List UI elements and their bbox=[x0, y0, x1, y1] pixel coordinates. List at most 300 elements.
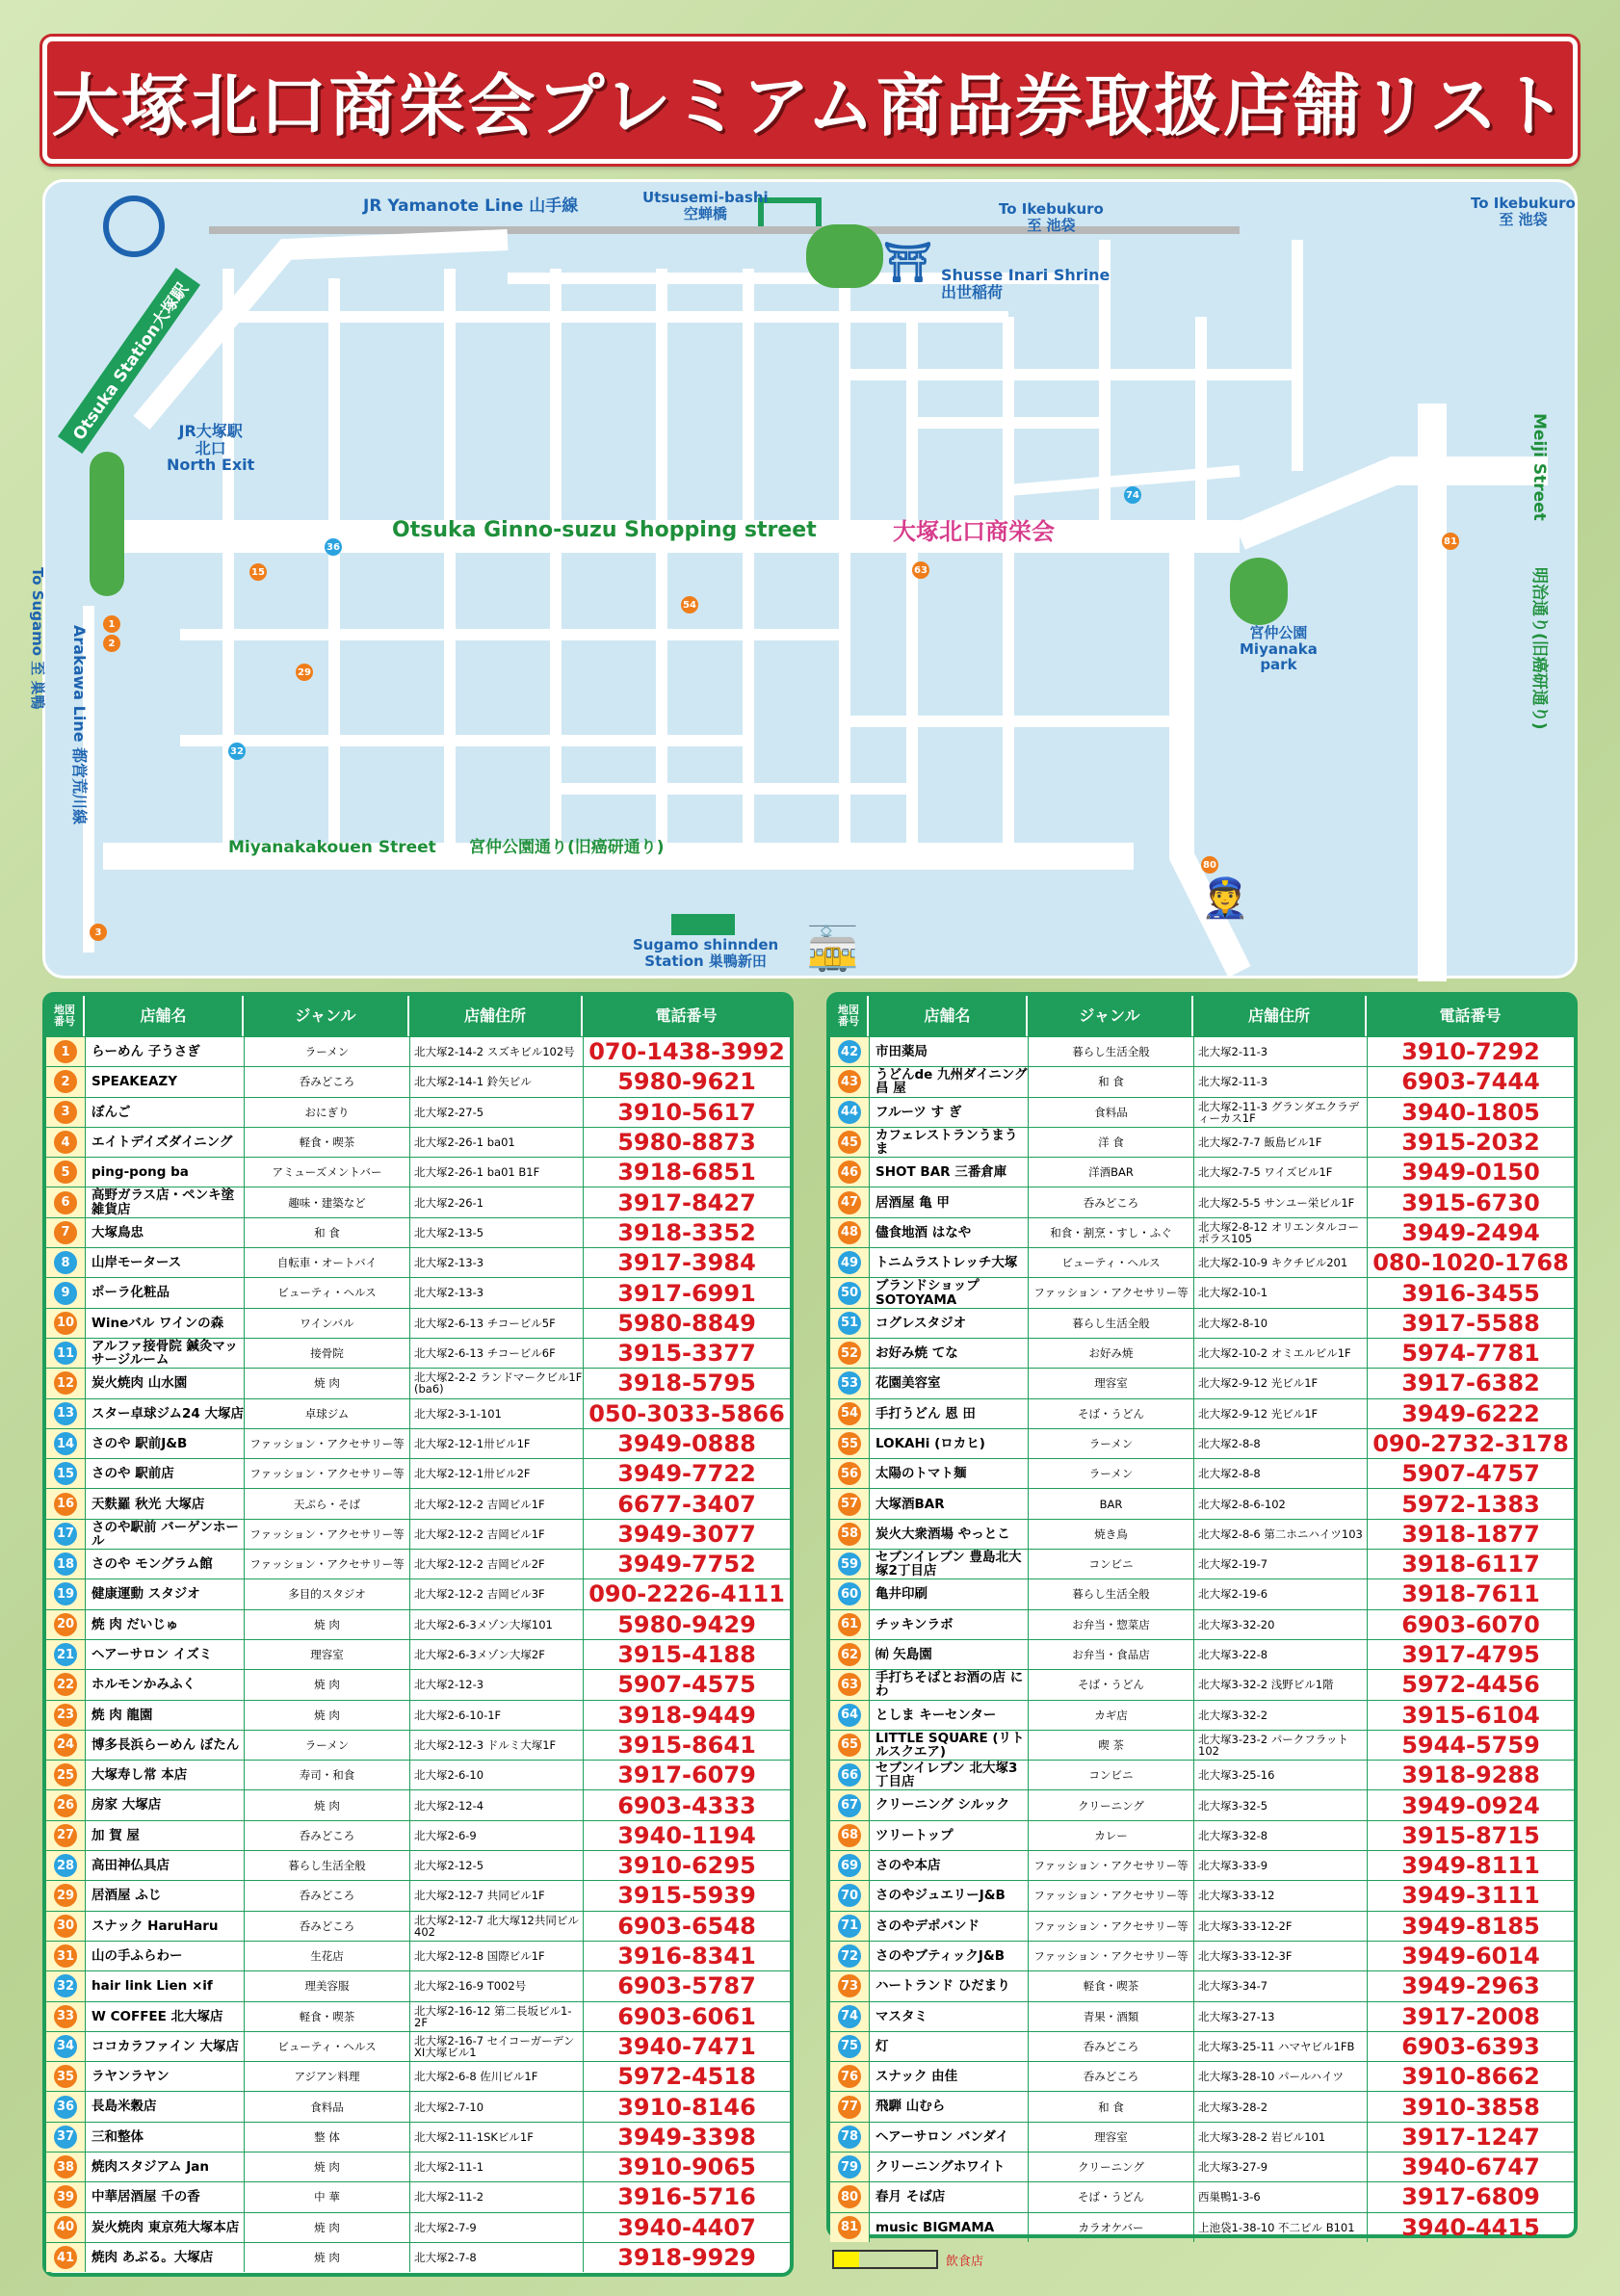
genre: 理容室 bbox=[1028, 1369, 1193, 1397]
genre: 焼 肉 bbox=[244, 1701, 409, 1730]
table-row bbox=[46, 1941, 790, 1970]
phone-number[interactable]: 5907-4757 bbox=[1367, 1459, 1574, 1488]
phone-number[interactable]: 6903-6061 bbox=[583, 2002, 790, 2031]
genre: カレー bbox=[1028, 1821, 1193, 1850]
kitaguchi-label: 大塚北口商栄会 bbox=[893, 518, 1055, 545]
no-cell bbox=[830, 1701, 869, 1730]
address: 北大塚2-12-2 吉岡ビル1F bbox=[409, 1489, 583, 1518]
map-number-badge: 39 bbox=[54, 2185, 77, 2208]
table-row bbox=[830, 1609, 1574, 1639]
address: 北大塚2-8-12 オリエンタルコーポラス105 bbox=[1193, 1218, 1367, 1247]
phone-number[interactable]: 5974-7781 bbox=[1367, 1339, 1574, 1368]
map-number-badge: 64 bbox=[838, 1704, 861, 1727]
genre: 生花店 bbox=[244, 1942, 409, 1970]
address: 北大塚2-26-1 bbox=[409, 1187, 583, 1216]
no-cell bbox=[830, 1912, 869, 1941]
map-marker[interactable]: 15 bbox=[249, 563, 267, 581]
table-row bbox=[830, 1127, 1574, 1157]
phone-number[interactable]: 3915-8641 bbox=[583, 1731, 790, 1760]
phone-number[interactable]: 5972-1383 bbox=[1367, 1489, 1574, 1518]
phone-number[interactable]: 3915-3377 bbox=[583, 1339, 790, 1368]
map-number-badge: 60 bbox=[838, 1582, 861, 1605]
phone-number[interactable]: 5980-9621 bbox=[583, 1067, 790, 1096]
genre: 暮らし生活全般 bbox=[244, 1851, 409, 1880]
no-cell bbox=[830, 1731, 869, 1760]
map-marker[interactable]: 3 bbox=[90, 924, 107, 941]
no-cell bbox=[830, 1790, 869, 1819]
table-row bbox=[46, 1609, 790, 1639]
map-number-badge: 12 bbox=[54, 1371, 77, 1395]
store-name: マスタミ bbox=[869, 2002, 1028, 2031]
table-row bbox=[46, 1970, 790, 2000]
genre: アジアン料理 bbox=[244, 2062, 409, 2091]
address: 北大塚2-10-9 キクチビル201 bbox=[1193, 1248, 1367, 1277]
phone-number[interactable]: 6903-6070 bbox=[1367, 1610, 1574, 1639]
genre: アミューズメントバー bbox=[244, 1158, 409, 1187]
phone-number[interactable]: 3918-6851 bbox=[583, 1158, 790, 1187]
map-number-badge: 7 bbox=[54, 1221, 77, 1244]
map-number-badge: 46 bbox=[838, 1161, 861, 1184]
no-cell bbox=[46, 1640, 85, 1669]
phone-number[interactable]: 3916-8341 bbox=[583, 1942, 790, 1970]
store-name: セブンイレブン 北大塚3丁目店 bbox=[869, 1761, 1028, 1789]
park-label: 宮仲公園 Miyanaka park bbox=[1240, 624, 1318, 673]
sugamo-shinden-label: Sugamo shinnden Station 巣鴨新田 bbox=[633, 936, 779, 970]
no-cell bbox=[46, 1429, 85, 1458]
store-name: カフェレストランうまうま bbox=[869, 1128, 1028, 1157]
phone-number[interactable]: 3918-5795 bbox=[583, 1369, 790, 1397]
phone-number[interactable]: 3949-3111 bbox=[1367, 1881, 1574, 1910]
phone-number[interactable]: 5980-8849 bbox=[583, 1309, 790, 1338]
genre: 軽食・喫茶 bbox=[244, 1128, 409, 1157]
genre: 食料品 bbox=[1028, 1098, 1193, 1127]
genre: 和 食 bbox=[1028, 1067, 1193, 1096]
phone-number[interactable]: 090-2226-4111 bbox=[583, 1579, 790, 1608]
phone-number[interactable]: 3917-6991 bbox=[583, 1278, 790, 1307]
store-name: ポーラ化粧品 bbox=[85, 1278, 244, 1307]
map-number-badge: 28 bbox=[54, 1854, 77, 1877]
genre: ファッション・アクセサリー等 bbox=[244, 1429, 409, 1458]
phone-number[interactable]: 5980-8873 bbox=[583, 1128, 790, 1157]
genre: BAR bbox=[1028, 1489, 1193, 1518]
no-cell bbox=[830, 1067, 869, 1096]
table-row bbox=[46, 1398, 790, 1428]
map-marker[interactable]: 74 bbox=[1124, 486, 1141, 504]
store-name: 房家 大塚店 bbox=[85, 1790, 244, 1819]
map-marker[interactable]: 32 bbox=[228, 743, 246, 760]
phone-number[interactable]: 3949-0150 bbox=[1367, 1158, 1574, 1187]
store-name: さのや モングラム館 bbox=[85, 1550, 244, 1578]
phone-number[interactable]: 3918-9449 bbox=[583, 1701, 790, 1730]
phone-number[interactable]: 3949-6014 bbox=[1367, 1942, 1574, 1970]
genre: 呑みどころ bbox=[244, 1067, 409, 1096]
phone-number[interactable]: 3910-6295 bbox=[583, 1851, 790, 1880]
table-row bbox=[830, 1066, 1574, 1096]
phone-number[interactable]: 3910-8146 bbox=[583, 2092, 790, 2121]
address: 北大塚2-11-3 bbox=[1193, 1037, 1367, 1066]
phone-number[interactable]: 3917-6382 bbox=[1367, 1369, 1574, 1397]
table-row bbox=[830, 1911, 1574, 1941]
map-number-badge: 75 bbox=[838, 2035, 861, 2058]
phone-number[interactable]: 3917-5588 bbox=[1367, 1309, 1574, 1338]
phone-number[interactable]: 3917-2008 bbox=[1367, 2002, 1574, 2031]
map-number-badge: 59 bbox=[838, 1552, 861, 1576]
map-number-badge: 22 bbox=[54, 1673, 77, 1696]
map-marker[interactable]: 36 bbox=[325, 538, 342, 556]
address: 北大塚2-16-9 T002号 bbox=[409, 1971, 583, 2000]
map-number-badge: 10 bbox=[54, 1312, 77, 1335]
header-phone: 電話番号 bbox=[655, 1005, 718, 1025]
genre: コンビニ bbox=[1028, 1761, 1193, 1789]
legend bbox=[832, 2250, 983, 2269]
store-name: 焼肉 あぶる。大塚店 bbox=[85, 2243, 244, 2272]
no-cell bbox=[46, 1248, 85, 1277]
address: 北大塚2-12-7 共同ビル1F bbox=[409, 1881, 583, 1910]
phone-number[interactable]: 3918-9288 bbox=[1367, 1761, 1574, 1789]
phone-number[interactable]: 3910-7292 bbox=[1367, 1037, 1574, 1066]
miyanakakouen-label: Miyanakakouen Street bbox=[228, 838, 436, 857]
store-name: スナック 由佳 bbox=[869, 2062, 1028, 2091]
genre: 自転車・オートバイ bbox=[244, 1248, 409, 1277]
no-cell bbox=[46, 2092, 85, 2121]
store-name: ブランドショップ SOTOYAMA bbox=[869, 1278, 1028, 1307]
genre: 軽食・喫茶 bbox=[1028, 1971, 1193, 2000]
map-number-badge: 49 bbox=[838, 1251, 861, 1274]
genre: 中 華 bbox=[244, 2182, 409, 2211]
table-row bbox=[830, 1730, 1574, 1760]
table-row bbox=[830, 2152, 1574, 2181]
map-marker[interactable]: 29 bbox=[296, 664, 313, 681]
address: 北大塚2-8-8 bbox=[1193, 1429, 1367, 1458]
sugamo-label: To Sugamo 至 巣鴨 bbox=[29, 567, 46, 710]
table-row bbox=[46, 2152, 790, 2181]
no-cell bbox=[46, 1309, 85, 1338]
phone-number[interactable]: 3940-7471 bbox=[583, 2032, 790, 2061]
map-roads bbox=[45, 182, 1581, 981]
store-name: ㈲ 矢島園 bbox=[869, 1640, 1028, 1669]
address: 北大塚2-7-7 飯島ビル1F bbox=[1193, 1128, 1367, 1157]
table-row bbox=[46, 1097, 790, 1127]
map-number-badge: 36 bbox=[54, 2096, 77, 2119]
genre: ラーメン bbox=[1028, 1459, 1193, 1488]
store-name: 健康運動 スタジオ bbox=[85, 1579, 244, 1608]
genre: 暮らし生活全般 bbox=[1028, 1037, 1193, 1066]
no-cell bbox=[830, 2182, 869, 2211]
phone-number[interactable]: 5944-5759 bbox=[1367, 1731, 1574, 1760]
meiji-street-connector bbox=[1240, 471, 1548, 536]
store-name: 中華居酒屋 千の香 bbox=[85, 2182, 244, 2211]
store-name: チッキンラボ bbox=[869, 1610, 1028, 1639]
genre: 和 食 bbox=[1028, 2092, 1193, 2121]
address: 北大塚3-34-7 bbox=[1193, 1971, 1367, 2000]
map-number-badge: 2 bbox=[54, 1070, 77, 1093]
phone-number[interactable]: 3949-7722 bbox=[583, 1459, 790, 1488]
map-number-badge: 21 bbox=[54, 1643, 77, 1666]
map-number-badge: 74 bbox=[838, 2005, 861, 2028]
store-name: ぼんご bbox=[85, 1098, 244, 1127]
address: 北大塚2-10-2 オミエルビル1F bbox=[1193, 1339, 1367, 1368]
address: 北大塚3-33-12-3F bbox=[1193, 1942, 1367, 1970]
address: 北大塚2-12-3 ドルミ大塚1F bbox=[409, 1731, 583, 1760]
no-cell bbox=[830, 1942, 869, 1970]
phone-number[interactable]: 3917-3984 bbox=[583, 1248, 790, 1277]
map-number-badge: 72 bbox=[838, 1944, 861, 1968]
address: 北大塚2-12-2 吉岡ビル2F bbox=[409, 1550, 583, 1578]
store-name: クリーニングホワイト bbox=[869, 2152, 1028, 2181]
ikebukuro-label-2: To Ikebukuro 至 池袋 bbox=[1471, 195, 1576, 228]
phone-number[interactable]: 3915-2032 bbox=[1367, 1128, 1574, 1157]
address: 北大塚3-25-11 ハマヤビル1FB bbox=[1193, 2032, 1367, 2061]
ginnosuzu-label: Otsuka Ginno-suzu Shopping street bbox=[392, 518, 817, 542]
address: 北大塚3-27-13 bbox=[1193, 2002, 1367, 2031]
no-cell bbox=[830, 1459, 869, 1488]
no-cell bbox=[46, 1369, 85, 1397]
phone-number[interactable]: 3949-3398 bbox=[583, 2123, 790, 2152]
map-number-badge: 50 bbox=[838, 1282, 861, 1305]
address: 北大塚2-8-8 bbox=[1193, 1459, 1367, 1488]
genre: ラーメン bbox=[244, 1731, 409, 1760]
phone-number[interactable]: 3918-3352 bbox=[583, 1218, 790, 1247]
map-number-badge: 80 bbox=[838, 2185, 861, 2208]
phone-number[interactable]: 3915-6104 bbox=[1367, 1701, 1574, 1730]
table-row bbox=[46, 1368, 790, 1397]
address: 北大塚3-22-8 bbox=[1193, 1640, 1367, 1669]
store-name: 加 賀 屋 bbox=[85, 1821, 244, 1850]
genre: お弁当・惣菜店 bbox=[1028, 1610, 1193, 1639]
store-name: トニムラストレッチ大塚 bbox=[869, 1248, 1028, 1277]
phone-number[interactable]: 3940-6747 bbox=[1367, 2152, 1574, 2181]
genre: 接骨院 bbox=[244, 1339, 409, 1368]
table-row bbox=[46, 1066, 790, 1096]
phone-number[interactable]: 3916-3455 bbox=[1367, 1278, 1574, 1307]
address: 西巣鴨1-3-6 bbox=[1193, 2182, 1367, 2211]
phone-number[interactable]: 6903-6393 bbox=[1367, 2032, 1574, 2061]
table-row bbox=[830, 1549, 1574, 1578]
store-name: ココカラファイン 大塚店 bbox=[85, 2032, 244, 2061]
genre: おにぎり bbox=[244, 1098, 409, 1127]
table-row bbox=[830, 1488, 1574, 1518]
table-row bbox=[46, 1428, 790, 1458]
map-number-badge: 73 bbox=[838, 1974, 861, 1997]
phone-number[interactable]: 6677-3407 bbox=[583, 1489, 790, 1518]
phone-number[interactable]: 3916-5716 bbox=[583, 2182, 790, 2211]
address: 北大塚2-11-2 bbox=[409, 2182, 583, 2211]
genre: ラーメン bbox=[1028, 1429, 1193, 1458]
food-marker-icon bbox=[839, 2252, 854, 2267]
genre: クリーニング bbox=[1028, 1790, 1193, 1819]
table-row bbox=[46, 1519, 790, 1549]
title-banner bbox=[42, 37, 1578, 164]
store-name: フルーツ す ぎ bbox=[869, 1098, 1028, 1127]
store-name: 天麩羅 秋光 大塚店 bbox=[85, 1489, 244, 1518]
no-cell bbox=[46, 1881, 85, 1910]
phone-number[interactable]: 3910-9065 bbox=[583, 2152, 790, 2181]
no-cell bbox=[46, 1218, 85, 1247]
no-cell bbox=[830, 1881, 869, 1910]
phone-number[interactable]: 5972-4456 bbox=[1367, 1670, 1574, 1699]
store-table-right bbox=[826, 992, 1578, 2241]
no-cell bbox=[830, 1187, 869, 1216]
phone-number[interactable]: 6903-7444 bbox=[1367, 1067, 1574, 1096]
address: 北大塚2-6-9 bbox=[409, 1821, 583, 1850]
phone-number[interactable]: 3949-6222 bbox=[1367, 1399, 1574, 1428]
phone-number[interactable]: 080-1020-1768 bbox=[1367, 1248, 1574, 1277]
map-number-badge: 79 bbox=[838, 2155, 861, 2179]
phone-number[interactable]: 3949-8185 bbox=[1367, 1912, 1574, 1941]
genre: ファッション・アクセサリー等 bbox=[1028, 1278, 1193, 1307]
phone-number[interactable]: 3917-8427 bbox=[583, 1187, 790, 1216]
no-cell bbox=[830, 1218, 869, 1247]
no-cell bbox=[46, 1278, 85, 1307]
phone-number[interactable]: 5980-9429 bbox=[583, 1610, 790, 1639]
store-name: 焼 肉 龍園 bbox=[85, 1701, 244, 1730]
phone-number[interactable]: 3917-1247 bbox=[1367, 2123, 1574, 2152]
phone-number[interactable]: 050-3033-5866 bbox=[583, 1399, 790, 1428]
phone-number[interactable]: 3949-2963 bbox=[1367, 1971, 1574, 2000]
address: 北大塚2-6-3メゾン大塚2F bbox=[409, 1640, 583, 1669]
phone-number[interactable]: 3918-6117 bbox=[1367, 1550, 1574, 1578]
phone-number[interactable]: 3918-7611 bbox=[1367, 1579, 1574, 1608]
phone-number[interactable]: 3940-1194 bbox=[583, 1821, 790, 1850]
phone-number[interactable]: 3949-0924 bbox=[1367, 1790, 1574, 1819]
map-number-badge: 51 bbox=[838, 1312, 861, 1335]
address: 北大塚3-32-20 bbox=[1193, 1610, 1367, 1639]
map-marker[interactable]: 54 bbox=[681, 596, 698, 613]
genre: 呑みどころ bbox=[1028, 2062, 1193, 2091]
table-row bbox=[830, 1217, 1574, 1247]
address: 北大塚2-12-1卅ビル2F bbox=[409, 1459, 583, 1488]
store-name: ラヤンラヤン bbox=[85, 2062, 244, 2091]
genre: クリーニング bbox=[1028, 2152, 1193, 2181]
phone-number[interactable]: 5972-4518 bbox=[583, 2062, 790, 2091]
genre: ビューティ・ヘルス bbox=[1028, 1248, 1193, 1277]
map-marker[interactable]: 1 bbox=[103, 615, 120, 633]
table-row bbox=[46, 1639, 790, 1669]
map-number-badge: 23 bbox=[54, 1704, 77, 1727]
phone-number[interactable]: 3915-5939 bbox=[583, 1881, 790, 1910]
table-row bbox=[46, 1820, 790, 1850]
phone-number[interactable]: 3910-5617 bbox=[583, 1098, 790, 1127]
phone-number[interactable]: 090-2732-3178 bbox=[1367, 1429, 1574, 1458]
store-name: 手打ちそばとお酒の店 に わ bbox=[869, 1670, 1028, 1699]
phone-number[interactable]: 3917-6079 bbox=[583, 1761, 790, 1789]
address: 北大塚3-32-2 bbox=[1193, 1701, 1367, 1730]
table-row bbox=[830, 1880, 1574, 1910]
phone-number[interactable]: 3915-8715 bbox=[1367, 1821, 1574, 1850]
phone-number[interactable]: 3910-3858 bbox=[1367, 2092, 1574, 2121]
page-title: 大塚北口商栄会プレミアム商品券取扱店舗リスト bbox=[51, 65, 1569, 145]
table-row bbox=[46, 1036, 790, 1066]
no-cell bbox=[46, 1158, 85, 1187]
genre: 呑みどころ bbox=[1028, 2032, 1193, 2061]
table-row bbox=[830, 1428, 1574, 1458]
store-name: ホルモンかみふく bbox=[85, 1670, 244, 1699]
map-marker[interactable]: 2 bbox=[103, 635, 120, 652]
store-name: 博多長浜らーめん ぼたん bbox=[85, 1731, 244, 1760]
table-row bbox=[830, 1157, 1574, 1187]
phone-number[interactable]: 3915-6730 bbox=[1367, 1187, 1574, 1216]
store-name: ヘアーサロン バンダイ bbox=[869, 2123, 1028, 2152]
phone-number[interactable]: 3915-4188 bbox=[583, 1640, 790, 1669]
no-cell bbox=[830, 1369, 869, 1397]
map-number-badge: 27 bbox=[54, 1824, 77, 1847]
table-row bbox=[830, 1789, 1574, 1819]
table-row bbox=[830, 1578, 1574, 1608]
phone-number[interactable]: 3949-3077 bbox=[583, 1520, 790, 1549]
genre: 呑みどころ bbox=[244, 1881, 409, 1910]
phone-number[interactable]: 6903-4333 bbox=[583, 1790, 790, 1819]
phone-number[interactable]: 5907-4575 bbox=[583, 1670, 790, 1699]
map-number-badge: 56 bbox=[838, 1462, 861, 1485]
phone-number[interactable]: 070-1438-3992 bbox=[583, 1037, 790, 1066]
map-number-badge: 76 bbox=[838, 2065, 861, 2088]
no-cell bbox=[830, 1851, 869, 1880]
map-number-badge: 25 bbox=[54, 1763, 77, 1787]
map-number-badge: 17 bbox=[54, 1523, 77, 1546]
address: 北大塚3-28-2 bbox=[1193, 2092, 1367, 2121]
no-cell bbox=[830, 1489, 869, 1518]
map-marker[interactable]: 81 bbox=[1442, 533, 1459, 550]
address: 北大塚2-26-1 ba01 B1F bbox=[409, 1158, 583, 1187]
phone-number[interactable]: 3918-1877 bbox=[1367, 1520, 1574, 1549]
table-row bbox=[830, 2031, 1574, 2061]
address: 北大塚2-7-10 bbox=[409, 2092, 583, 2121]
header-no: 地図 番号 bbox=[46, 996, 85, 1036]
phone-number[interactable]: 3940-4415 bbox=[1367, 2213, 1574, 2242]
map-number-badge: 41 bbox=[54, 2246, 77, 2269]
legend-label: 飲食店 bbox=[946, 2254, 984, 2269]
store-name: アルファ接骨院 鍼灸マッサージルーム bbox=[85, 1339, 244, 1368]
table-row bbox=[830, 1820, 1574, 1850]
no-cell bbox=[46, 1731, 85, 1760]
phone-number[interactable]: 3949-7752 bbox=[583, 1550, 790, 1578]
phone-number[interactable]: 3949-2494 bbox=[1367, 1218, 1574, 1247]
genre: 卓球ジム bbox=[244, 1399, 409, 1428]
table-row bbox=[46, 1187, 790, 1216]
phone-number[interactable]: 3918-9929 bbox=[583, 2243, 790, 2272]
no-cell bbox=[830, 1821, 869, 1850]
address: 北大塚3-25-16 bbox=[1193, 1761, 1367, 1789]
map-marker[interactable]: 80 bbox=[1201, 856, 1218, 874]
address: 北大塚2-11-1SKビル1F bbox=[409, 2123, 583, 2152]
phone-number[interactable]: 6903-6548 bbox=[583, 1912, 790, 1941]
map-number-badge: 42 bbox=[838, 1040, 861, 1063]
miyanakakouen-jp-label: 宮仲公園通り(旧癌研通り) bbox=[469, 838, 665, 857]
store-name: 手打うどん 恩 田 bbox=[869, 1399, 1028, 1428]
phone-number[interactable]: 6903-5787 bbox=[583, 1971, 790, 2000]
store-name: 焼肉スタジアム Jan bbox=[85, 2152, 244, 2181]
table-row bbox=[46, 1549, 790, 1578]
phone-number[interactable]: 3910-8662 bbox=[1367, 2062, 1574, 2091]
phone-number[interactable]: 3940-4407 bbox=[583, 2213, 790, 2242]
map-number-badge: 38 bbox=[54, 2155, 77, 2179]
phone-number[interactable]: 3917-4795 bbox=[1367, 1640, 1574, 1669]
phone-number[interactable]: 3917-6809 bbox=[1367, 2182, 1574, 2211]
store-name: うどんde 九州ダイニング 昌 屋 bbox=[869, 1067, 1028, 1096]
map-marker[interactable]: 63 bbox=[912, 561, 929, 579]
address: 北大塚2-8-6-102 bbox=[1193, 1489, 1367, 1518]
table-row bbox=[830, 2212, 1574, 2242]
phone-number[interactable]: 3949-0888 bbox=[583, 1429, 790, 1458]
map-number-badge: 30 bbox=[54, 1915, 77, 1938]
store-name: としま キーセンター bbox=[869, 1701, 1028, 1730]
store-name: 高田神仏具店 bbox=[85, 1851, 244, 1880]
address: 北大塚2-12-8 国際ビル1F bbox=[409, 1942, 583, 1970]
phone-number[interactable]: 3940-1805 bbox=[1367, 1098, 1574, 1127]
table-row bbox=[830, 2001, 1574, 2031]
table-header bbox=[46, 996, 790, 1036]
phone-number[interactable]: 3949-8111 bbox=[1367, 1851, 1574, 1880]
